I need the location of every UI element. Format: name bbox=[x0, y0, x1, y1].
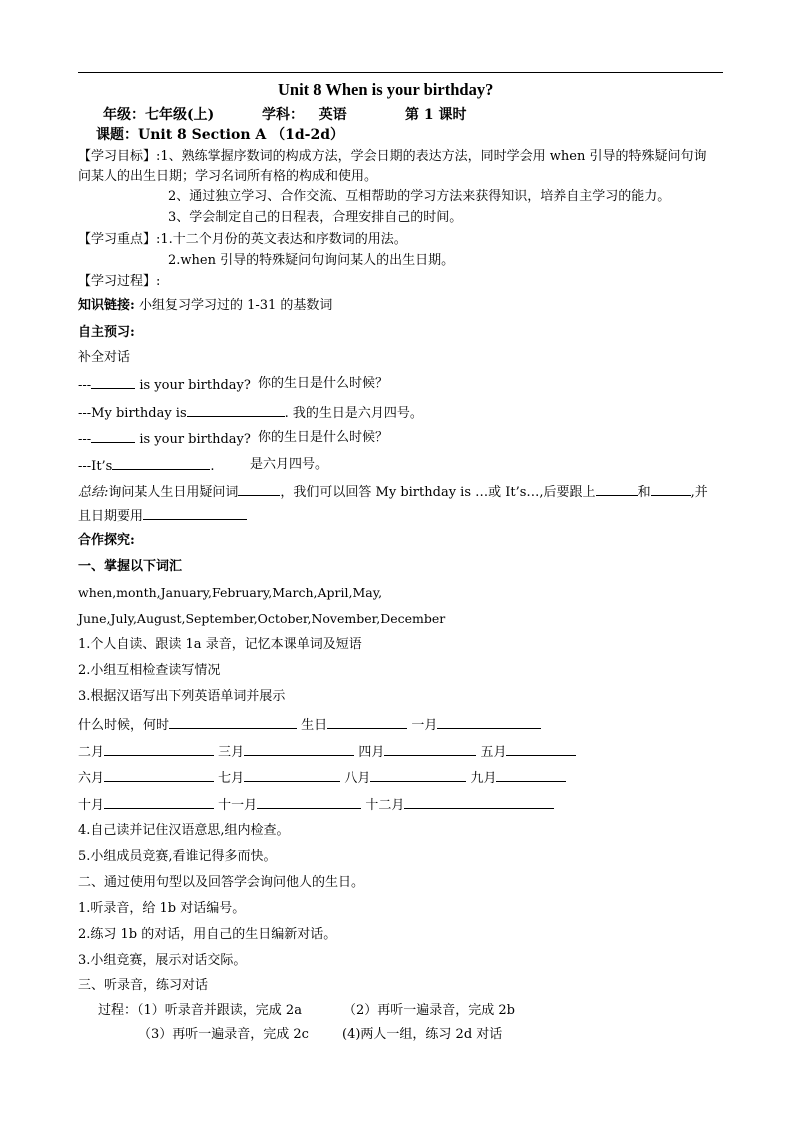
key-points-item2: 2.when 引导的特殊疑问句询问某人的出生日期。 bbox=[168, 253, 455, 268]
dialogue-line1: --- is your birthday? bbox=[78, 375, 251, 395]
objectives-line1: 【学习目标】:1、熟练掌握序数词的构成方法，学会日期的表达方法，同时学会用 when 引导的特殊疑问句询 bbox=[78, 149, 707, 164]
process-step-row1: 过程：（1）听录音并跟读，完成 2a bbox=[98, 1003, 302, 1018]
answer-blank[interactable] bbox=[257, 795, 361, 809]
answer-blank[interactable] bbox=[384, 742, 476, 756]
answer-blank[interactable] bbox=[506, 742, 576, 756]
part2-step1: 1.听录音，给 1b 对话编号。 bbox=[78, 901, 246, 916]
topic-label: 课题：Unit 8 Section A （1d-2d） bbox=[96, 127, 344, 143]
part1-title: 一、掌握以下词汇 bbox=[78, 559, 183, 574]
preview-instruction: 补全对话 bbox=[78, 350, 131, 365]
objectives-item3: 3、学会制定自己的日程表，合理安排自己的时间。 bbox=[168, 210, 463, 225]
dialogue-line2: ---My birthday is . 我的生日是六月四号。 bbox=[78, 403, 423, 423]
explore-heading: 合作探究: bbox=[78, 533, 135, 548]
objectives-line1b: 问某人的出生日期；学习名词所有格的构成和使用。 bbox=[78, 169, 378, 184]
vocab-row3: 六月 七月 八月 九月 bbox=[78, 768, 566, 788]
summary-line2: 且日期要用 bbox=[78, 506, 247, 526]
answer-blank[interactable] bbox=[91, 375, 135, 389]
answer-blank[interactable] bbox=[104, 768, 214, 782]
step5: 5.小组成员竞赛,看谁记得多而快。 bbox=[78, 849, 277, 864]
objectives-item2: 2、通过独立学习、合作交流、互相帮助的学习方法来获得知识，培养自主学习的能力。 bbox=[168, 189, 671, 204]
preview-heading: 自主预习: bbox=[78, 325, 135, 340]
answer-blank[interactable] bbox=[404, 795, 554, 809]
grade-label: 年级：七年级(上) bbox=[103, 107, 215, 123]
step3: 3.根据汉语写出下列英语单词并展示 bbox=[78, 689, 286, 704]
answer-blank[interactable] bbox=[596, 482, 638, 496]
knowledge-link: 知识链接: 小组复习学习过的 1-31 的基数词 bbox=[78, 298, 333, 313]
answer-blank[interactable] bbox=[496, 768, 566, 782]
answer-blank[interactable] bbox=[238, 482, 280, 496]
answer-blank[interactable] bbox=[169, 715, 297, 729]
vocab-row4: 十月 十一月 十二月 bbox=[78, 795, 554, 815]
step2: 2.小组互相检查读写情况 bbox=[78, 663, 221, 678]
summary-line1: 总结:询问某人生日用疑问词 ，我们可以回答 My birthday is …或 It’s…,后要跟上 和 ,并 bbox=[78, 482, 708, 502]
process-step3: （3）再听一遍录音，完成 2c bbox=[138, 1027, 309, 1042]
answer-blank[interactable] bbox=[91, 429, 135, 443]
period-label: 第 1 课时 bbox=[405, 107, 467, 123]
step1: 1.个人自读、跟读 1a 录音，记忆本课单词及短语 bbox=[78, 637, 362, 652]
key-points-item1: 【学习重点】:1.十二个月份的英文表达和序数词的用法。 bbox=[78, 232, 407, 247]
subject-label: 学科： 英语 bbox=[262, 107, 347, 123]
answer-blank[interactable] bbox=[651, 482, 691, 496]
answer-blank[interactable] bbox=[244, 768, 340, 782]
process-step2: （2）再听一遍录音，完成 2b bbox=[343, 1003, 515, 1018]
answer-blank[interactable] bbox=[244, 742, 354, 756]
dialogue-line3-cn: 你的生日是什么时候？ bbox=[258, 430, 389, 445]
answer-blank[interactable] bbox=[143, 506, 247, 520]
word-list-line1: when,month,January,February,March,April,May, bbox=[78, 585, 383, 600]
process-step4: (4)两人一组，练习 2d 对话 bbox=[342, 1027, 503, 1042]
part3-title: 三、听录音，练习对话 bbox=[78, 978, 209, 993]
answer-blank[interactable] bbox=[437, 715, 541, 729]
page-title: Unit 8 When is your birthday? bbox=[278, 80, 494, 99]
step4: 4.自己读并记住汉语意思,组内检查。 bbox=[78, 823, 290, 838]
part2-title: 二、通过使用句型以及回答学会询问他人的生日。 bbox=[78, 875, 365, 890]
answer-blank[interactable] bbox=[327, 715, 407, 729]
vocab-row1: 什么时候，何时 生日 一月 bbox=[78, 715, 541, 735]
process-label: 【学习过程】: bbox=[78, 274, 161, 289]
answer-blank[interactable] bbox=[187, 403, 285, 417]
answer-blank[interactable] bbox=[112, 456, 210, 470]
answer-blank[interactable] bbox=[104, 742, 214, 756]
header-rule bbox=[78, 72, 723, 73]
word-list-line2: June,July,August,September,October,November,December bbox=[78, 611, 446, 626]
dialogue-line3: --- is your birthday? bbox=[78, 429, 251, 449]
dialogue-line4-cn: 是六月四号。 bbox=[250, 457, 329, 472]
part2-step2: 2.练习 1b 的对话，用自己的生日编新对话。 bbox=[78, 927, 337, 942]
vocab-row2: 二月 三月 四月 五月 bbox=[78, 742, 576, 762]
dialogue-line4: ---It’s . bbox=[78, 456, 214, 476]
answer-blank[interactable] bbox=[104, 795, 214, 809]
dialogue-line1-cn: 你的生日是什么时候？ bbox=[258, 376, 389, 391]
answer-blank[interactable] bbox=[370, 768, 466, 782]
part2-step3: 3.小组竞赛，展示对话交际。 bbox=[78, 953, 247, 968]
